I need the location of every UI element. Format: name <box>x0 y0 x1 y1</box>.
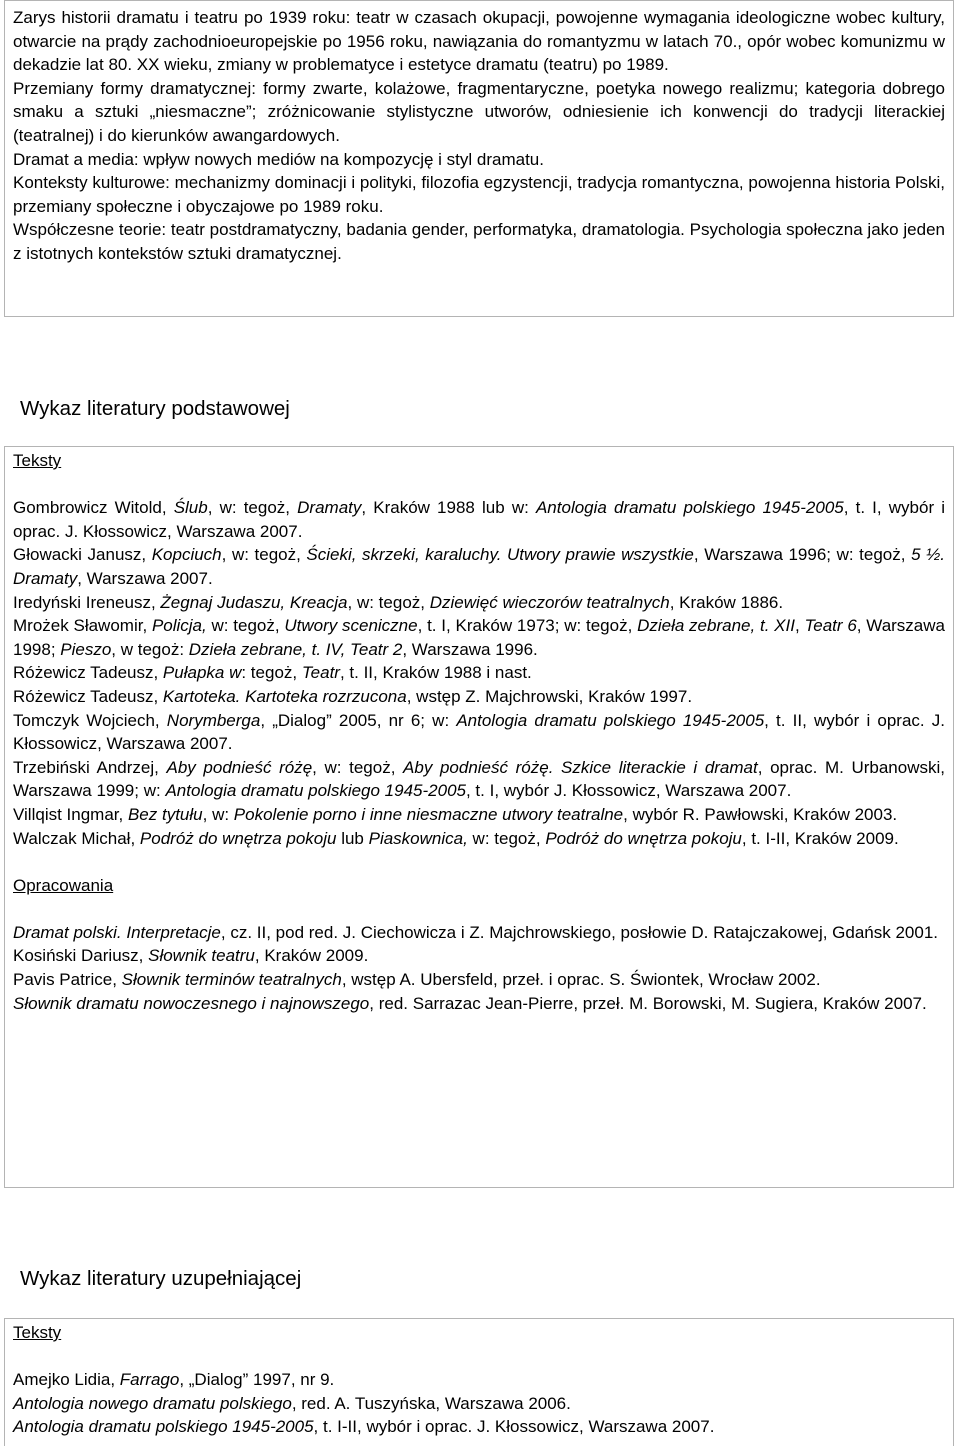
entry-text: , Kraków 1886. <box>669 592 784 612</box>
entry-text: Villqist Ingmar, <box>13 804 128 824</box>
entry-text: w: tegoż, <box>206 616 285 636</box>
entry-title-text: Dzieła zebrane, t. XII <box>637 616 795 636</box>
entry-text: , Kraków 1988 lub w: <box>361 498 536 518</box>
entry-text: Różewicz Tadeusz, <box>13 686 163 706</box>
entry-title-text: Bez tytułu <box>127 804 203 824</box>
entry-text: : tegoż, <box>241 663 302 683</box>
bibliography-entry <box>13 921 945 945</box>
content-paragraph-media: Dramat a media: wpływ nowych mediów na kompozycję i styl dramatu. <box>13 149 544 169</box>
bibliography-entry <box>13 543 945 590</box>
entry-title-text: Kopciuch <box>151 545 222 565</box>
entry-title-text: Pułapka w <box>162 663 242 683</box>
entry-title-text: Antologia dramatu polskiego 1945-2005 <box>456 710 765 730</box>
bibliography-entry <box>13 661 945 685</box>
entry-text: , „Dialog” 1997, nr 9. <box>179 1370 335 1390</box>
entry-text: Gombrowicz Witold, <box>13 498 174 518</box>
bibliography-entry <box>13 709 945 756</box>
entry-title-text: Słownik teatru <box>148 946 255 966</box>
supplementary-texts-label: Teksty <box>13 1323 62 1342</box>
content-paragraph-history: Zarys historii dramatu i teatru po 1939 roku: teatr w czasach okupacji, powojenne wymagania ideologiczne wobec kultury, otwarcie na prądy zachodnioeuropejskie po 1956 roku, nawiązania do romantyzmu w latach 70., opór wobec komunizmu w dekadzie lat 80. XX wieku, zmiany w problematyce i estetyce dramatu (teatru) po 1989. <box>13 8 945 75</box>
entry-text: , t. I, wybór J. Kłossowicz, Warszawa 2007. <box>465 781 792 801</box>
entry-text: Amejko Lidia, <box>13 1370 120 1390</box>
entry-text: w: tegoż, <box>467 828 546 848</box>
entry-text: , „Dialog” 2005, nr 6; w: <box>260 710 457 730</box>
course-content-box <box>4 0 954 317</box>
course-content-text <box>13 6 945 266</box>
bibliography-entry <box>13 496 945 543</box>
entry-text: , w: tegoż, <box>207 498 298 518</box>
basic-studies-label: Opracowania <box>13 875 114 895</box>
entry-text: , Warszawa 2007. <box>77 568 213 588</box>
entry-text: , wstęp A. Ubersfeld, przeł. i oprac. S. Świontek, Wrocław 2002. <box>341 970 821 990</box>
entry-title-text: Utwory sceniczne <box>284 616 418 636</box>
supplementary-literature-content <box>13 1321 945 1439</box>
entry-text: , t. I-II, wybór i oprac. J. Kłossowicz, Warszawa 2007. <box>313 1417 715 1437</box>
entry-text: lub <box>336 828 369 848</box>
entry-title-text: Piaskownica, <box>368 828 468 848</box>
entry-text: Różewicz Tadeusz, <box>13 663 163 683</box>
entry-title-text: Pieszo <box>60 639 112 659</box>
entry-title-text: Teatr 6 <box>804 616 857 636</box>
bibliography-entry <box>13 827 945 851</box>
basic-texts-list <box>13 496 945 850</box>
entry-text: , w: tegoż, <box>347 592 430 612</box>
entry-title-text: 5 ½. Dramaty <box>13 545 945 588</box>
entry-title-text: Antologia dramatu polskiego 1945-2005 <box>165 781 466 801</box>
bibliography-entry <box>13 992 945 1016</box>
entry-title-text: Słownik dramatu nowoczesnego i najnowszego <box>13 993 370 1013</box>
entry-title-text: Policja, <box>151 616 207 636</box>
entry-title-text: Aby podnieść różę. Szkice literackie i dramat <box>403 757 758 777</box>
entry-text: , <box>794 616 805 636</box>
entry-text: , oprac. M. Urbanowski, Warszawa 1999; w: <box>13 757 945 801</box>
entry-text: , w tegoż: <box>111 639 189 659</box>
bibliography-entry <box>13 803 945 827</box>
entry-text: Trzebiński Andrzej, <box>13 757 167 777</box>
entry-text: , w: tegoż, <box>312 757 404 777</box>
entry-title-text: Dramaty <box>297 498 362 518</box>
entry-text: , Warszawa 1996. <box>402 639 538 659</box>
entry-text: , cz. II, pod red. J. Ciechowicza i Z. Majchrowskiego, posłowie D. Ratajczakowej, Gdańsk 2001. <box>220 922 939 942</box>
entry-text: , t. II, wybór i oprac. J. Kłossowicz, Warszawa 2007. <box>13 710 945 754</box>
bibliography-entry <box>13 1392 945 1416</box>
entry-text: Walczak Michał, <box>13 828 140 848</box>
supplementary-texts-list <box>13 1368 945 1439</box>
entry-text: Iredyński Ireneusz, <box>13 592 161 612</box>
entry-title-text: Ścieki, skrzeki, karaluchy. Utwory prawie wszystkie <box>306 545 694 565</box>
entry-text: , red. A. Tuszyńska, Warszawa 2006. <box>291 1393 571 1413</box>
bibliography-entry <box>13 968 945 992</box>
basic-literature-box <box>4 446 954 1188</box>
entry-title-text: Dzieła zebrane, t. IV, Teatr 2 <box>188 639 403 659</box>
entry-text: Tomczyk Wojciech, <box>13 710 167 730</box>
entry-title-text: Antologia dramatu polskiego 1945-2005 <box>13 1417 314 1437</box>
entry-text: Głowacki Janusz, <box>13 545 152 565</box>
entry-title-text: Norymberga <box>166 710 261 730</box>
entry-title-text: Pokolenie porno i inne niesmaczne utwory teatralne <box>233 804 624 824</box>
basic-literature-heading: Wykaz literatury podstawowej <box>20 397 290 420</box>
entry-text: , w: tegoż, <box>221 545 307 565</box>
entry-title-text: Kartoteka. Kartoteka rozrzucona <box>162 686 407 706</box>
entry-text: , wybór R. Pawłowski, Kraków 2003. <box>623 804 898 824</box>
bibliography-entry <box>13 614 945 661</box>
entry-title-text: Podróż do wnętrza pokoju <box>545 828 742 848</box>
bibliography-entry <box>13 756 945 803</box>
content-paragraph-theories: Współczesne teorie: teatr postdramatyczny, badania gender, performatyka, dramatologia. Psychologia społeczna jako jeden z istotnych kontekstów sztuki dramatycznej. <box>13 220 945 263</box>
supplementary-literature-box <box>4 1318 954 1446</box>
entry-text: Kosiński Dariusz, <box>13 946 149 966</box>
basic-literature-content <box>13 449 945 1015</box>
entry-text: Pavis Patrice, <box>13 970 122 990</box>
entry-title-text: Dramat polski. Interpretacje <box>13 922 221 942</box>
bibliography-entry <box>13 685 945 709</box>
content-paragraph-form: Przemiany formy dramatycznej: formy zwarte, kolażowe, fragmentaryczne, poetyka nowego realizmu; kategoria dobrego smaku a sztuki „niesmaczne”; zróżnicowanie stylistyczne utworów, odniesienie ich konwencji do tradycji literackiej (teatralnej) i do kierunków awangardowych. <box>13 78 945 145</box>
entry-text: , t. I-II, Kraków 2009. <box>741 828 899 848</box>
entry-title-text: Antologia nowego dramatu polskiego <box>13 1393 292 1413</box>
entry-text: Mrożek Sławomir, <box>13 616 152 636</box>
supplementary-literature-heading: Wykaz literatury uzupełniającej <box>20 1267 302 1290</box>
entry-title-text: Podróż do wnętrza pokoju <box>139 828 337 848</box>
entry-title-text: Aby podnieść różę <box>166 757 313 777</box>
bibliography-entry <box>13 1368 945 1392</box>
entry-title-text: Teatr <box>301 663 340 683</box>
entry-title-text: Słownik terminów teatralnych <box>121 970 342 990</box>
entry-title-text: Dziewięć wieczorów teatralnych <box>429 592 670 612</box>
entry-text: , t. I, wybór i oprac. J. Kłossowicz, Warszawa 2007. <box>13 498 946 541</box>
entry-title-text: Antologia dramatu polskiego 1945-2005 <box>535 498 844 518</box>
content-paragraph-contexts: Konteksty kulturowe: mechanizmy dominacji i polityki, filozofia egzystencji, tradycja romantyczna, powojenna historia Polski, przemiany społeczne i obyczajowe po 1989 roku. <box>13 173 945 216</box>
entry-text: , t. II, Kraków 1988 i nast. <box>339 663 532 683</box>
entry-text: , Kraków 2009. <box>254 946 369 966</box>
bibliography-entry <box>13 591 945 615</box>
entry-text: , w: <box>202 804 234 824</box>
bibliography-entry <box>13 944 945 968</box>
bibliography-entry <box>13 1415 945 1439</box>
basic-studies-list <box>13 921 945 1015</box>
entry-text: , Warszawa 1996; w: tegoż, <box>693 545 912 565</box>
entry-title-text: Farrago <box>119 1370 180 1390</box>
entry-title-text: Ślub <box>173 498 208 518</box>
entry-text: , Warszawa 1998; <box>13 616 945 659</box>
entry-text: , red. Sarrazac Jean-Pierre, przeł. M. Borowski, M. Sugiera, Kraków 2007. <box>369 993 927 1013</box>
entry-title-text: Żegnaj Judaszu, Kreacja <box>160 592 348 612</box>
entry-text: , wstęp Z. Majchrowski, Kraków 1997. <box>406 686 693 706</box>
entry-text: , t. I, Kraków 1973; w: tegoż, <box>417 616 638 636</box>
basic-texts-label: Teksty <box>13 451 62 470</box>
